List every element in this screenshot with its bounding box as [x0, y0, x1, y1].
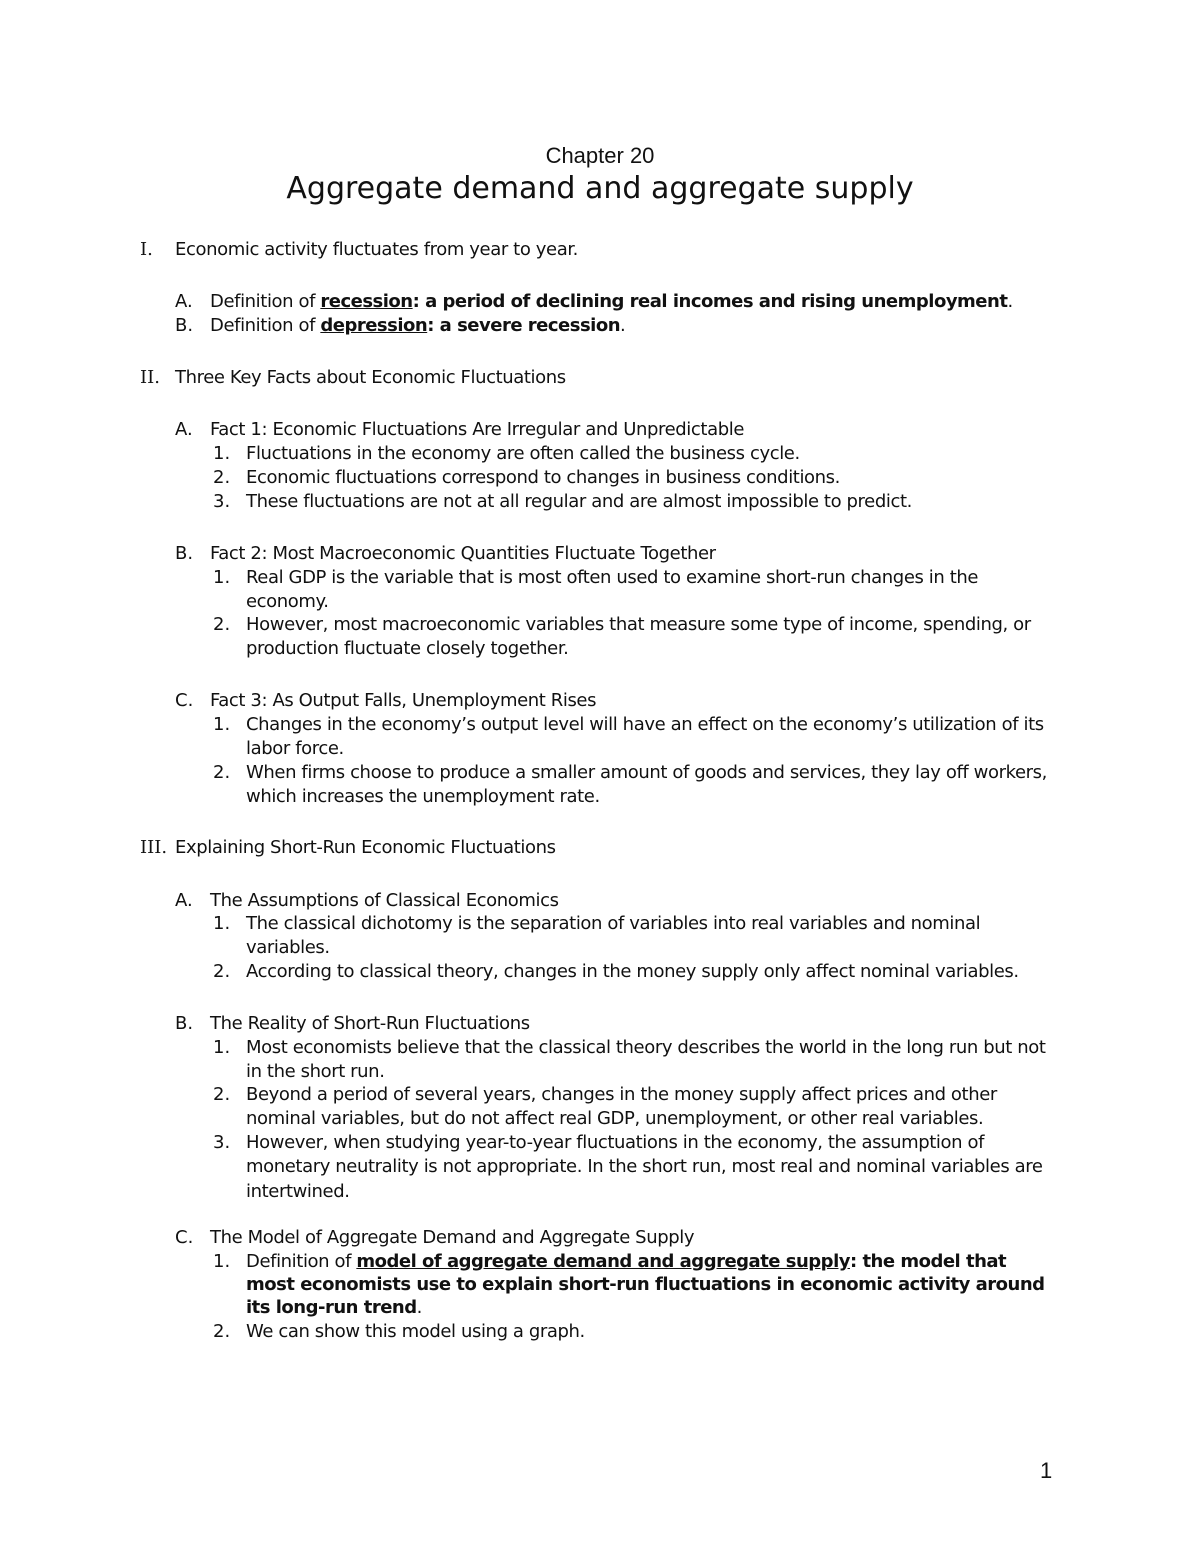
definition-ad-as-model: Definition of model of aggregate demand and aggregate supply: the model that — [246, 1251, 1007, 1272]
item-number: 2. — [213, 961, 231, 982]
item-number: 2. — [213, 467, 231, 488]
item-number: 1. — [213, 1037, 231, 1058]
section-heading: Economic activity fluctuates from year to year. — [175, 239, 579, 260]
subsection-marker: A. — [175, 419, 193, 440]
section-heading: Explaining Short-Run Economic Fluctuations — [175, 837, 556, 858]
document-title: Aggregate demand and aggregate supply — [286, 171, 914, 206]
list-item-continuation: monetary neutrality is not appropriate. In the short run, most real and nominal variables are — [246, 1156, 1043, 1177]
list-item: Real GDP is the variable that is most often used to examine short-run changes in the — [246, 567, 979, 588]
term-recession: recession — [320, 291, 413, 312]
subsection-marker: C. — [175, 690, 194, 711]
list-item: Fluctuations in the economy are often called the business cycle. — [246, 443, 800, 464]
item-number: 1. — [213, 443, 231, 464]
section-marker: I. — [140, 239, 153, 260]
section-heading: Three Key Facts about Economic Fluctuations — [175, 367, 566, 388]
list-item: Most economists believe that the classical theory describes the world in the long run but not — [246, 1037, 1046, 1058]
list-item-continuation: nominal variables, but do not affect real GDP, unemployment, or other real variables. — [246, 1108, 984, 1129]
list-item: According to classical theory, changes in the money supply only affect nominal variables. — [246, 961, 1019, 982]
subsection-heading: Fact 1: Economic Fluctuations Are Irregular and Unpredictable — [210, 419, 744, 440]
item-number: 3. — [213, 491, 231, 512]
subsection-heading: The Assumptions of Classical Economics — [210, 890, 559, 911]
subsection-marker: B. — [175, 315, 194, 336]
subsection-heading: The Model of Aggregate Demand and Aggregate Supply — [210, 1227, 695, 1248]
item-number: 2. — [213, 614, 231, 635]
definition-continuation: most economists use to explain short-run fluctuations in economic activity around — [246, 1274, 1045, 1295]
definition-recession: Definition of recession: a period of declining real incomes and rising unemployment. — [210, 291, 1013, 312]
list-item: These fluctuations are not at all regular and are almost impossible to predict. — [246, 491, 912, 512]
list-item: Changes in the economy’s output level will have an effect on the economy’s utilization of its — [246, 714, 1044, 735]
section-marker: III. — [140, 837, 168, 858]
list-item: Beyond a period of several years, changes in the money supply affect prices and other — [246, 1084, 997, 1105]
subsection-heading: The Reality of Short-Run Fluctuations — [210, 1013, 530, 1034]
page-number: 1 — [1040, 1458, 1053, 1483]
item-number: 1. — [213, 1251, 231, 1272]
list-item: However, most macroeconomic variables that measure some type of income, spending, or — [246, 614, 1031, 635]
chapter-label: Chapter 20 — [545, 143, 655, 168]
item-number: 2. — [213, 1084, 231, 1105]
list-item-continuation: in the short run. — [246, 1061, 385, 1082]
list-item: Economic fluctuations correspond to changes in business conditions. — [246, 467, 840, 488]
term-ad-as-model: model of aggregate demand and aggregate supply — [356, 1251, 850, 1272]
list-item-continuation: which increases the unemployment rate. — [246, 786, 600, 807]
subsection-marker: B. — [175, 1013, 194, 1034]
section-marker: II. — [140, 367, 160, 388]
list-item: We can show this model using a graph. — [246, 1321, 585, 1342]
list-item-continuation: production fluctuate closely together. — [246, 638, 569, 659]
item-number: 1. — [213, 567, 231, 588]
item-number: 2. — [213, 762, 231, 783]
list-item-continuation: labor force. — [246, 738, 344, 759]
list-item: When firms choose to produce a smaller amount of goods and services, they lay off workers, — [246, 762, 1047, 783]
subsection-marker: A. — [175, 291, 193, 312]
definition-depression: Definition of depression: a severe recession. — [210, 315, 626, 336]
list-item: However, when studying year-to-year fluctuations in the economy, the assumption of — [246, 1132, 985, 1153]
term-depression: depression — [320, 315, 428, 336]
subsection-heading: Fact 3: As Output Falls, Unemployment Rises — [210, 690, 597, 711]
definition-continuation: its long-run trend. — [246, 1297, 422, 1318]
item-number: 1. — [213, 913, 231, 934]
item-number: 3. — [213, 1132, 231, 1153]
list-item-continuation: variables. — [246, 937, 330, 958]
item-number: 2. — [213, 1321, 231, 1342]
item-number: 1. — [213, 714, 231, 735]
subsection-marker: A. — [175, 890, 193, 911]
subsection-marker: B. — [175, 543, 194, 564]
subsection-heading: Fact 2: Most Macroeconomic Quantities Fluctuate Together — [210, 543, 716, 564]
list-item-continuation: economy. — [246, 591, 329, 612]
list-item-continuation: intertwined. — [246, 1181, 350, 1202]
subsection-marker: C. — [175, 1227, 194, 1248]
list-item: The classical dichotomy is the separation of variables into real variables and nominal — [246, 913, 981, 934]
